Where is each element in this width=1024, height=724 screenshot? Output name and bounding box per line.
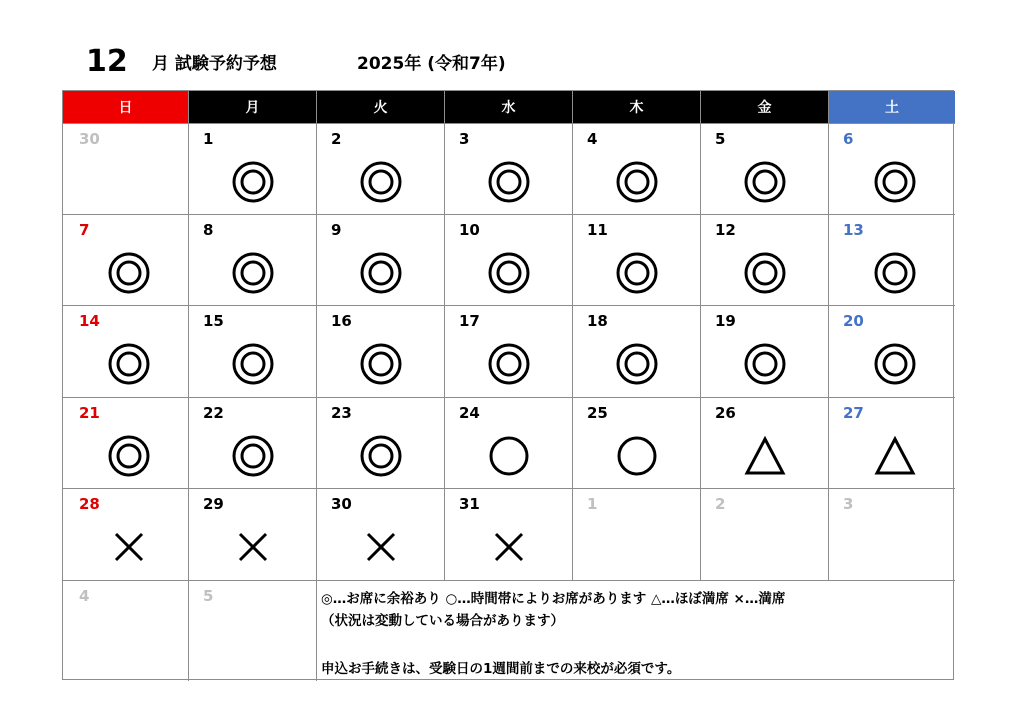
day-cell — [573, 123, 701, 214]
cross-icon — [107, 525, 151, 569]
day-number: 3 — [843, 495, 854, 513]
double-circle-icon — [107, 434, 151, 478]
weekday-header-2: 火 — [317, 91, 445, 123]
day-number: 14 — [79, 312, 100, 330]
weekday-header-5: 金 — [701, 91, 829, 123]
day-number: 12 — [715, 221, 736, 239]
day-number: 11 — [587, 221, 608, 239]
double-circle-icon — [615, 342, 659, 386]
day-cell — [829, 214, 955, 305]
double-circle-icon — [359, 434, 403, 478]
day-number: 30 — [331, 495, 352, 513]
cross-icon — [359, 525, 403, 569]
day-number: 5 — [715, 130, 726, 148]
day-number: 16 — [331, 312, 352, 330]
day-cell — [317, 123, 445, 214]
status-note: （状況は変動している場合があります） — [321, 613, 564, 629]
day-number: 15 — [203, 312, 224, 330]
legend-notes — [317, 580, 955, 681]
day-number: 23 — [331, 404, 352, 422]
weekday-header-3: 水 — [445, 91, 573, 123]
day-cell — [189, 123, 317, 214]
double-circle-icon — [615, 251, 659, 295]
day-number: 2 — [331, 130, 342, 148]
day-cell — [445, 123, 573, 214]
day-cell — [701, 397, 829, 488]
application-note: 申込お手続きは、受験日の1週間前までの来校が必須です。 — [321, 661, 681, 677]
day-cell — [829, 397, 955, 488]
double-circle-icon — [231, 251, 275, 295]
day-number: 10 — [459, 221, 480, 239]
weekday-header-1: 月 — [189, 91, 317, 123]
day-cell — [317, 488, 445, 580]
title-year: 2025年 (令和7年) — [357, 54, 506, 74]
day-cell — [701, 214, 829, 305]
day-cell — [829, 305, 955, 397]
legend-text: ◎…お席に余裕あり ○…時間帯によりお席があります △…ほぼ満席 ×…満席 — [321, 591, 786, 607]
day-number: 4 — [587, 130, 598, 148]
day-cell — [317, 397, 445, 488]
double-circle-icon — [107, 251, 151, 295]
day-cell — [63, 214, 189, 305]
double-circle-icon — [487, 251, 531, 295]
day-cell — [573, 397, 701, 488]
day-number: 21 — [79, 404, 100, 422]
circle-icon — [615, 434, 659, 478]
day-cell — [573, 488, 701, 580]
day-cell — [63, 305, 189, 397]
day-number: 31 — [459, 495, 480, 513]
day-cell — [445, 305, 573, 397]
weekday-header-0: 日 — [63, 91, 189, 123]
cross-icon — [231, 525, 275, 569]
day-cell — [189, 488, 317, 580]
day-number: 1 — [587, 495, 598, 513]
day-number: 24 — [459, 404, 480, 422]
double-circle-icon — [487, 342, 531, 386]
title-month: 12 — [86, 44, 128, 79]
weekday-header-4: 木 — [573, 91, 701, 123]
double-circle-icon — [743, 342, 787, 386]
triangle-icon — [873, 434, 917, 478]
day-cell — [829, 488, 955, 580]
day-cell — [317, 214, 445, 305]
calendar-grid — [62, 90, 954, 680]
day-number: 2 — [715, 495, 726, 513]
day-number: 18 — [587, 312, 608, 330]
cross-icon — [487, 525, 531, 569]
day-cell — [573, 214, 701, 305]
double-circle-icon — [231, 342, 275, 386]
day-cell — [189, 214, 317, 305]
circle-icon — [487, 434, 531, 478]
day-cell — [701, 123, 829, 214]
double-circle-icon — [615, 160, 659, 204]
day-cell — [63, 488, 189, 580]
day-cell — [189, 580, 317, 681]
day-number: 19 — [715, 312, 736, 330]
double-circle-icon — [359, 251, 403, 295]
day-cell — [317, 305, 445, 397]
day-number: 13 — [843, 221, 864, 239]
day-cell — [573, 305, 701, 397]
day-number: 17 — [459, 312, 480, 330]
double-circle-icon — [873, 160, 917, 204]
day-number: 5 — [203, 587, 214, 605]
double-circle-icon — [231, 434, 275, 478]
double-circle-icon — [231, 160, 275, 204]
triangle-icon — [743, 434, 787, 478]
double-circle-icon — [743, 251, 787, 295]
day-number: 8 — [203, 221, 214, 239]
double-circle-icon — [107, 342, 151, 386]
day-number: 25 — [587, 404, 608, 422]
day-cell — [701, 305, 829, 397]
day-cell — [445, 488, 573, 580]
day-cell — [63, 580, 189, 681]
day-number: 22 — [203, 404, 224, 422]
day-number: 3 — [459, 130, 470, 148]
day-number: 27 — [843, 404, 864, 422]
day-number: 26 — [715, 404, 736, 422]
double-circle-icon — [873, 342, 917, 386]
day-number: 29 — [203, 495, 224, 513]
double-circle-icon — [487, 160, 531, 204]
day-cell — [63, 123, 189, 214]
day-cell — [701, 488, 829, 580]
day-number: 4 — [79, 587, 90, 605]
double-circle-icon — [873, 251, 917, 295]
day-cell — [445, 214, 573, 305]
day-number: 28 — [79, 495, 100, 513]
day-cell — [63, 397, 189, 488]
day-number: 6 — [843, 130, 854, 148]
title-label: 月 試験予約予想 — [152, 54, 277, 74]
double-circle-icon — [743, 160, 787, 204]
double-circle-icon — [359, 160, 403, 204]
day-cell — [445, 397, 573, 488]
day-number: 9 — [331, 221, 342, 239]
double-circle-icon — [359, 342, 403, 386]
day-number: 30 — [79, 130, 100, 148]
day-number: 20 — [843, 312, 864, 330]
day-number: 7 — [79, 221, 90, 239]
day-number: 1 — [203, 130, 214, 148]
day-cell — [829, 123, 955, 214]
weekday-header-6: 土 — [829, 91, 955, 123]
day-cell — [189, 397, 317, 488]
day-cell — [189, 305, 317, 397]
